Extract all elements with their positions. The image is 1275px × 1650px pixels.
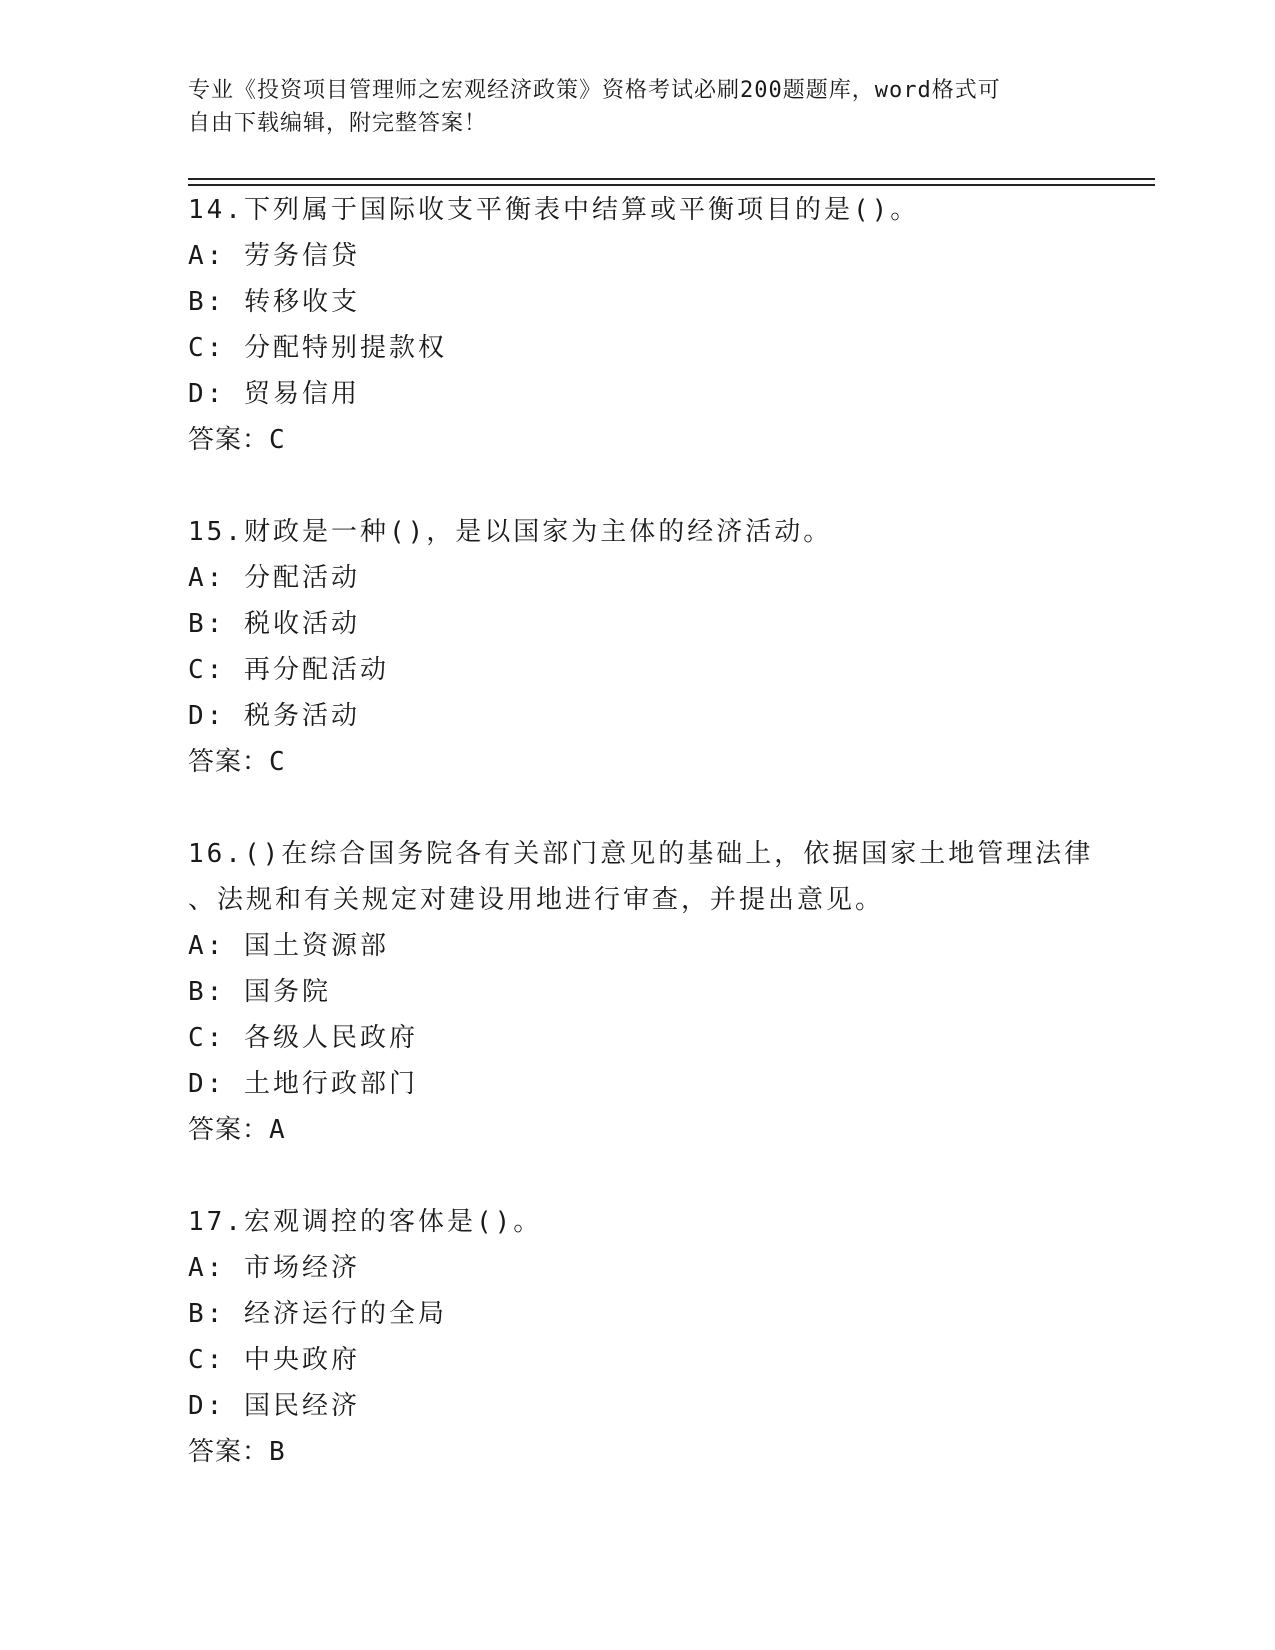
header-line-2: 自由下载编辑，附完整答案！ — [188, 111, 488, 136]
question-15 — [188, 509, 1088, 785]
answer: 答案：C — [188, 425, 286, 455]
option-b: B: 税收活动 — [188, 609, 360, 639]
option-d: D: 国民经济 — [188, 1391, 360, 1421]
question-spacer — [188, 785, 1088, 831]
option-b: B: 经济运行的全局 — [188, 1299, 447, 1329]
answer: 答案：C — [188, 747, 286, 777]
question-stem: 14.下列属于国际收支平衡表中结算或平衡项目的是()。 — [188, 195, 920, 225]
header-line-1: 专业《投资项目管理师之宏观经济政策》资格考试必刷200题题库，word格式可 — [188, 78, 1001, 103]
option-d: D: 税务活动 — [188, 701, 360, 731]
question-stem: 16.()在综合国务院各有关部门意见的基础上，依据国家土地管理法律 — [188, 839, 1094, 869]
option-a: A: 劳务信贷 — [188, 241, 360, 271]
option-a: A: 市场经济 — [188, 1253, 360, 1283]
option-c: C: 再分配活动 — [188, 655, 389, 685]
question-stem: 15.财政是一种()，是以国家为主体的经济活动。 — [188, 517, 833, 547]
question-16 — [188, 831, 1094, 1153]
answer: 答案：B — [188, 1437, 286, 1467]
question-stem: 17.宏观调控的客体是()。 — [188, 1207, 543, 1237]
question-stem-continued: 、法规和有关规定对建设用地进行审查，并提出意见。 — [188, 885, 885, 915]
option-b: B: 转移收支 — [188, 287, 360, 317]
option-a: A: 国土资源部 — [188, 931, 389, 961]
question-14 — [188, 187, 1088, 463]
option-a: A: 分配活动 — [188, 563, 360, 593]
question-list — [188, 187, 1094, 1475]
header-divider-bottom — [188, 184, 1155, 186]
answer: 答案：A — [188, 1115, 286, 1145]
document-header — [188, 74, 1068, 140]
header-divider-top — [188, 178, 1155, 180]
option-c: C: 各级人民政府 — [188, 1023, 418, 1053]
option-b: B: 国务院 — [188, 977, 331, 1007]
option-c: C: 中央政府 — [188, 1345, 360, 1375]
question-17 — [188, 1199, 1088, 1475]
option-c: C: 分配特别提款权 — [188, 333, 447, 363]
question-spacer — [188, 1153, 1088, 1199]
question-spacer — [188, 463, 1088, 509]
option-d: D: 土地行政部门 — [188, 1069, 418, 1099]
option-d: D: 贸易信用 — [188, 379, 360, 409]
